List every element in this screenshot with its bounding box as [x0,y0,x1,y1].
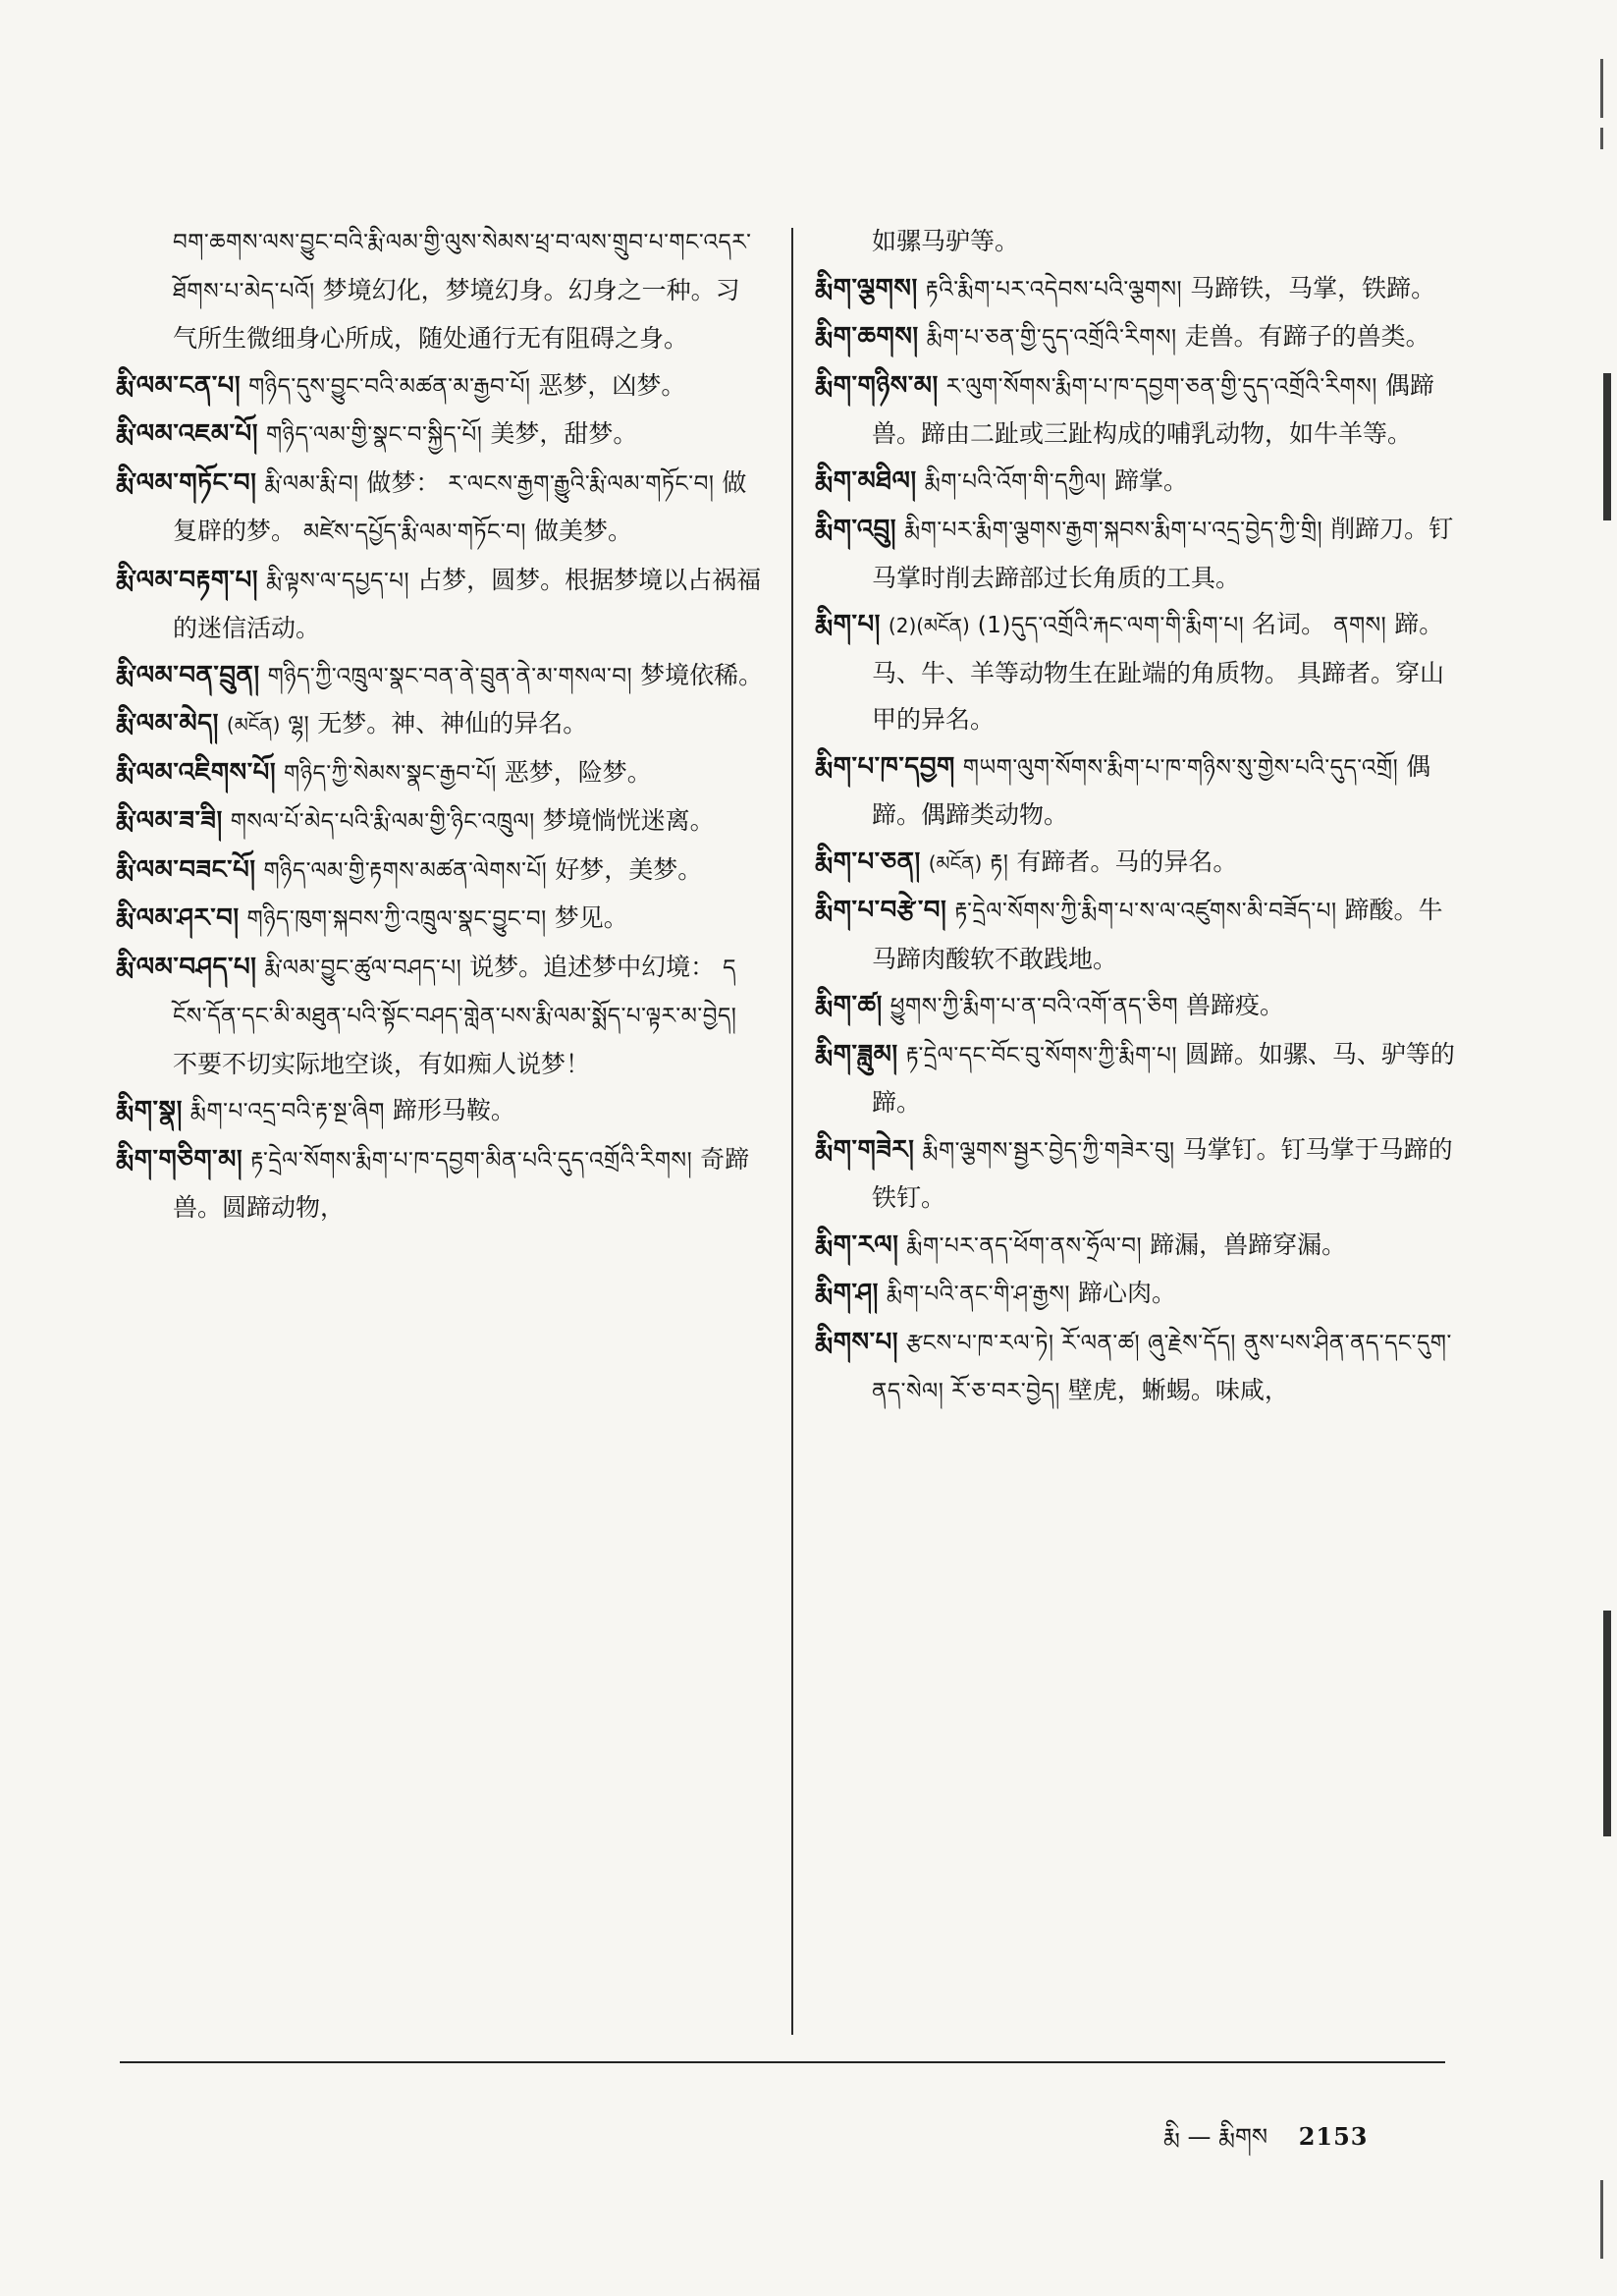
footer-rule [120,2061,1445,2063]
dictionary-entry [815,1270,1463,1319]
chinese-gloss: 做复辟的梦。 [173,467,747,545]
chinese-gloss: 恶梦，险梦。 [504,757,652,787]
chinese-gloss: 蹄形马鞍。 [392,1096,515,1124]
chinese-gloss: 蹄心肉。 [1077,1279,1176,1307]
tibetan-definition: ར་ལུག་སོགས་རྨིག་པ་ཁ་དབྱག་ཅན་གྱི་དུད་འགྲོའི་རིགས། [945,373,1377,400]
tibetan-definition: རྨིག་ལྕགས་སྦྱར་བྱེད་ཀྱི་གཟེར་བུ། [922,1137,1175,1164]
chinese-gloss: 削蹄刀。钉马掌时削去蹄部过长角质的工具。 [872,515,1454,592]
tibetan-definition: རྨིག་པ་ཅན་གྱི་དུད་འགྲོའི་རིགས། [926,325,1177,351]
tibetan-definition: རྩངས་པ་ཁ་རལ་ཏེ། རོ་ལན་ཚ། ཞུ་རྗེས་དོད། ནུས་པས་ཤིན་ནད་དང་དུག་ནད་སེལ། རོ་ཅ་བར་བྱེད། [872,1330,1452,1404]
dictionary-entry [116,557,764,652]
tibetan-definition: གཡག་ལུག་སོགས་རྨིག་པ་ཁ་གཉིས་སུ་གྱེས་པའི་དུད་འགྲོ། [962,754,1399,781]
chinese-gloss: 蹄酸。牛马蹄肉酸软不敢践地。 [872,896,1443,973]
entry-continuation [116,218,764,362]
tibetan-definition: རྟའི་རྨིག་པར་འདེབས་པའི་ལྕགས། [925,276,1183,302]
chinese-gloss: 无梦。神、神仙的异名。 [317,709,588,738]
dictionary-entry [815,982,1463,1031]
dictionary-entry [815,458,1463,507]
dictionary-entry [116,460,764,557]
headword: རྨི་ལམ་བརྟག་པ། [116,565,259,595]
dictionary-entry [116,410,764,460]
headword: རྨི་ལམ་བན་བྲུན། [116,660,260,690]
headword: རྨིག་པ་བརྩེ་བ། [815,896,947,925]
dictionary-entry [116,797,764,847]
tibetan-definition: རྨིག་པར་རྨིག་ལྕགས་རྒྱག་སྐབས་རྨིག་པ་འདྲ་བྱེད་ཀྱི་གྲི། [904,518,1323,543]
dictionary-entry [116,700,764,749]
headword: རྨི་ལམ་འཇིགས་པོ། [116,757,277,788]
edge-tick [1600,128,1603,149]
edge-mark [1603,1611,1611,1836]
tibetan-definition: རྨི་ལམ་བྱུང་ཚུལ་བཤད་པ། [264,955,462,981]
tibetan-definition: གཉིད་ཁུག་སྐབས་ཀྱི་འཁྲུལ་སྣང་བྱུང་བ། [246,906,547,932]
tibetan-definition: རྟ་དྲེལ་སོགས་རྨིག་པ་ཁ་དབྱག་མིན་པའི་དུད་འགྲོའི་རིགས། [250,1147,693,1174]
chinese-gloss: 有蹄者。马的异名。 [1016,847,1238,876]
dictionary-entry [815,362,1463,458]
chinese-gloss: 美梦，甜梦。 [490,419,638,448]
dictionary-entry [116,1087,764,1136]
tibetan-definition: རྨིག་པའི་འོག་གི་དཀྱིལ། [924,468,1106,495]
chinese-gloss: 恶梦，凶梦。 [538,370,686,400]
dictionary-entry [815,265,1463,314]
chinese-gloss: 好梦，美梦。 [555,854,703,884]
tibetan-example: ནགས། [1333,613,1387,638]
headword: རྨིག་པ་ཁ་དབྱག [815,751,955,782]
headword: རྨིག་གཉིས་མ། [815,370,939,401]
headword: རྨིག་སྣ། [116,1096,183,1125]
dictionary-entry [815,1222,1463,1271]
headword: རྨི་ལམ་འཇམ་པོ། [116,419,258,449]
entry-continuation [815,218,1463,265]
dictionary-entry [815,313,1463,362]
headword: རྨི་ལམ་མེད། [116,709,219,738]
chinese-gloss: 壁虎，蜥蜴。味咸， [1067,1376,1289,1404]
dictionary-entry [815,506,1463,601]
chinese-gloss: 蹄。马、牛、羊等动物生在趾端的角质物。 [872,610,1444,687]
chinese-gloss: 不要不切实际地空谈，有如痴人说梦！ [173,1049,591,1078]
running-head-range: རྨི — རྨིགས [1163,2123,1268,2151]
edge-tick [1600,2180,1603,2259]
chinese-gloss: 梦见。 [554,903,628,932]
chinese-gloss: 占梦，圆梦。根据梦境以占祸福的迷信活动。 [173,565,762,642]
dictionary-entry [116,895,764,944]
tibetan-definition: རྨི་ལམ་རྨི་བ། [264,470,359,497]
headword: རྨིག་པ། [815,610,881,639]
dictionary-entry [116,944,764,1088]
tibetan-definition: བག་ཆགས་ལས་བྱུང་བའི་རྨི་ལམ་གྱི་ལུས་སེམས་ཕྲ་བ་ལས་གྲུབ་པ་གང་འདར་ཐོགས་པ་མེད་པའོ། [173,230,752,304]
tibetan-example: ར་ལངས་རྒྱག་རྒྱུའི་རྨི་ལམ་གཏོང་བ། [448,470,715,497]
headword: རྨི་ལམ་ངན་པ། [116,370,242,401]
tibetan-definition: རྨིག་པའི་ནང་གི་ཤ་རྒྱས། [886,1282,1070,1307]
tibetan-definition: རྨིག་པར་ནད་ཕོག་ནས་ཧྲོལ་བ། [906,1232,1143,1259]
dictionary-entry [116,1136,764,1231]
headword: རྨིག་ལྕགས། [815,273,918,303]
column-divider [791,228,793,2035]
dictionary-entry [815,743,1463,839]
tibetan-definition: གཉིད་དུས་བྱུང་བའི་མཚན་མ་རྒྱབ་པོ། [248,373,531,400]
tibetan-definition: རྟ་དྲེལ་དང་བོང་བུ་སོགས་ཀྱི་རྨིག་པ། [905,1042,1177,1068]
chinese-gloss: 圆蹄。如骡、马、驴等的蹄。 [872,1039,1455,1117]
tibetan-definition: གསལ་པོ་མེད་པའི་རྨི་ལམ་གྱི་ཉིང་འཁྲུལ། [230,809,535,835]
left-column [116,218,764,2059]
tibetan-definition: གཉིད་ལམ་གྱི་སྣང་བ་སྐྱིད་པོ། [265,422,483,448]
headword: རྨིག་ཤ། [815,1279,879,1308]
chinese-gloss: 偶蹄。偶蹄类动物。 [872,751,1431,829]
chinese-gloss: 梦境幻化，梦境幻身。幻身之一种。习气所生微细身心所成，随处通行无有阻碍之身。 [173,275,740,353]
dictionary-entry [815,1126,1463,1222]
tibetan-definition: རྟ་དྲེལ་སོགས་ཀྱི་རྨིག་པ་ས་ལ་འཛུགས་མི་བཟོད་པ། [954,899,1337,924]
headword: རྨིག་གཅིག་མ། [116,1144,243,1175]
headword: རྨིག་ཚ། [815,991,883,1020]
headword: རྨིག་པ་ཅན། [815,847,921,877]
dictionary-entry [815,1319,1463,1416]
headword: རྨིགས་པ། [815,1327,899,1357]
headword: རྨིག་འབྲུ། [815,515,897,544]
chinese-gloss: 马掌钉。钉马掌于马蹄的铁钉。 [872,1134,1453,1212]
headword: རྨི་ལམ་བཤད་པ། [116,952,257,982]
chinese-gloss: 奇蹄兽。圆蹄动物， [173,1144,750,1222]
headword: རྨིག་མཐིལ། [815,465,917,496]
chinese-gloss: 梦境依稀。 [640,660,764,689]
headword: རྨི་ལམ་གཏོང་བ། [116,467,257,498]
chinese-gloss: 梦境惝恍迷离。 [542,806,715,835]
chinese-gloss: 具蹄者。穿山甲的异名。 [872,658,1444,734]
edge-mark [1603,373,1611,520]
headword: རྨིག་ཟླུམ། [815,1039,898,1069]
headword: རྨི་ལམ་ཟ་ཟི། [116,806,223,836]
headword: རྨིག་རལ། [815,1230,899,1260]
chinese-gloss: 做梦： [366,467,441,497]
chinese-gloss: 马蹄铁，马掌，铁蹄。 [1190,273,1436,302]
dictionary-entry [815,1031,1463,1126]
chinese-gloss: 说梦。追述梦中幻境： [469,952,716,981]
tibetan-definition: གཉིད་ཀྱི་འཁྲུལ་སྣང་བན་ནེ་བྲུན་ནེ་མ་གསལ་བ། [267,663,633,689]
chinese-gloss: 蹄漏，兽蹄穿漏。 [1150,1230,1347,1259]
dictionary-entry [815,601,1463,743]
dictionary-entry [116,749,764,798]
tibetan-definition: གཉིད་ལམ་གྱི་རྟགས་མཚན་ལེགས་པོ། [263,857,548,884]
tibetan-example: མཛེས་དཔྱོད་རྨི་ལམ་གཏོང་བ། [302,519,527,545]
register-tag: (2)(མངོན) [888,614,970,637]
chinese-gloss: 偶蹄兽。蹄由二趾或三趾构成的哺乳动物，如牛羊等。 [872,370,1434,448]
register-tag: (མངོན) [226,713,281,737]
dictionary-entry [116,847,764,896]
tibetan-definition: ཕྱུགས་ཀྱི་རྨིག་པ་ན་བའི་འགོ་ནད་ཅིག [889,994,1179,1019]
tibetan-definition: རྨི་ལྟས་ལ་དཔྱད་པ། [265,568,410,594]
chinese-gloss: 如骡马驴等。 [872,227,1020,255]
headword: རྨི་ལམ་ཤར་བ། [116,903,240,933]
tibetan-example: དངོས་དོན་དང་མི་མཐུན་པའི་སྟོང་བཤད་གླེན་པས་རྨི་ལམ་སྨོད་པ་ལྟར་མ་བྱེད། [173,955,737,1029]
register-tag: (མངོན) [928,850,983,875]
dictionary-entry [116,652,764,701]
dictionary-entry [815,839,1463,888]
headword: རྨིག་གཟེར། [815,1134,915,1165]
page-footer [1163,2111,1458,2151]
chinese-gloss: 兽蹄疫。 [1186,991,1285,1019]
page-number: 2153 [1298,2122,1369,2151]
dictionary-entry [116,362,764,411]
tibetan-definition: (1)དུད་འགྲོའི་རྐང་ལག་གི་རྨིག་པ། [977,613,1245,638]
chinese-gloss: 走兽。有蹄子的兽类。 [1184,322,1430,351]
right-column [815,218,1463,2059]
tibetan-definition: གཉིད་ཀྱི་སེམས་སྣང་རྒྱབ་པོ། [284,760,497,787]
headword: རྨིག་ཆགས། [815,322,919,352]
dictionary-entry [815,887,1463,982]
chinese-gloss: 蹄掌。 [1113,465,1188,495]
edge-tick [1600,59,1603,118]
tibetan-definition: ལྷ། [288,712,310,738]
chinese-gloss: 做美梦。 [533,517,632,545]
tibetan-definition: རྟ། [990,849,1009,876]
chinese-gloss: 名词。 [1252,610,1326,638]
tibetan-definition: རྨིག་པ་འདྲ་བའི་རྟ་སྔ་ཞིག [189,1099,385,1124]
headword: རྨི་ལམ་བཟང་པོ། [116,854,256,885]
